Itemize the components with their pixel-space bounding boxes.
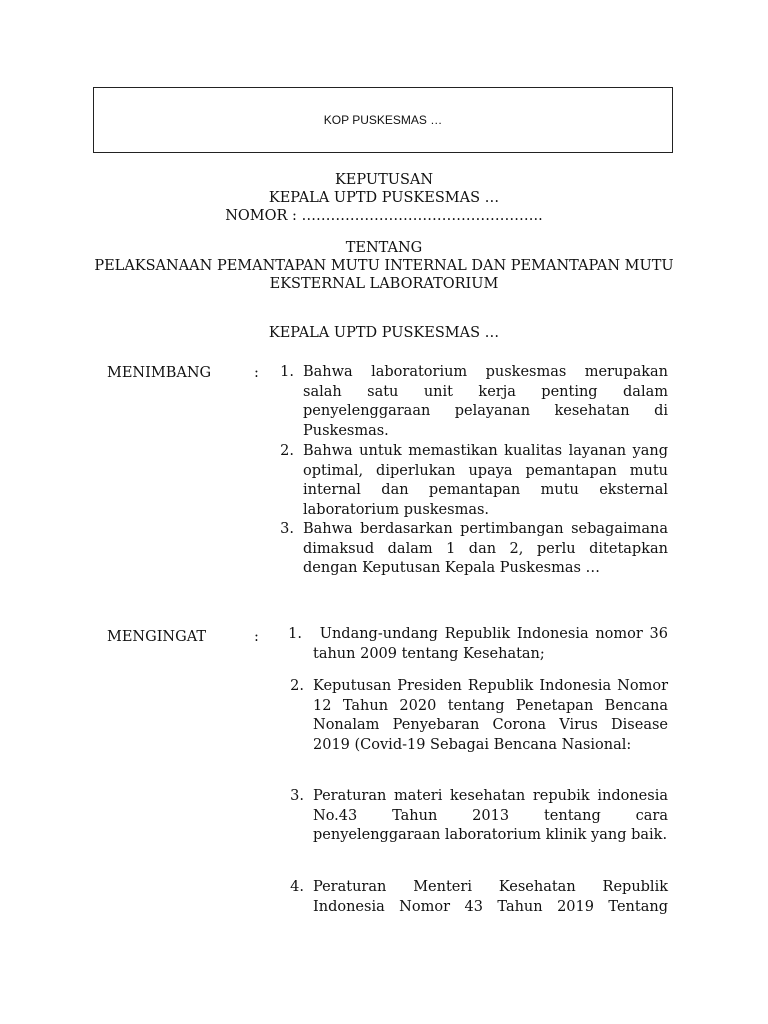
title-nomor: NOMOR : ………………………………………….. bbox=[225, 208, 543, 224]
item-number: 2. bbox=[290, 678, 304, 694]
menimbang-colon: : bbox=[254, 365, 259, 381]
item-text: Bahwa laboratorium puskesmas merupakan salah satu unit kerja penting dalam penyelenggaraan pelayanan kesehatan di Puskesmas. bbox=[303, 364, 668, 439]
kop-box bbox=[93, 87, 673, 153]
mengingat-colon: : bbox=[254, 629, 259, 645]
item-text: Peraturan materi kesehatan repubik indonesia No.43 Tahun 2013 tentang cara penyelenggaraan laboratorium klinik yang baik. bbox=[313, 788, 668, 844]
item-number: 3. bbox=[290, 788, 304, 804]
item-number: 3. bbox=[280, 521, 294, 537]
title-kepala: KEPALA UPTD PUSKESMAS … bbox=[268, 190, 500, 206]
item-text: Bahwa berdasarkan pertimbangan sebagaimana dimaksud dalam 1 dan 2, perlu ditetapkan dengan Keputusan Kepala Puskesmas … bbox=[303, 521, 668, 577]
item-text: Keputusan Presiden Republik Indonesia Nomor 12 Tahun 2020 tentang Penetapan Bencana Nonalam Penyebaran Corona Virus Disease 2019 (Covid-19 Sebagai Bencana Nasional: bbox=[313, 678, 668, 753]
item-number: 1. bbox=[280, 364, 294, 380]
menimbang-label: MENIMBANG bbox=[107, 365, 212, 381]
item-text: Bahwa untuk memastikan kualitas layanan yang optimal, diperlukan upaya pemantapan mutu internal dan pemantapan mutu eksternal laboratorium puskesmas. bbox=[303, 443, 668, 518]
kop-text: KOP PUSKESMAS … bbox=[323, 113, 443, 127]
item-number: 1. bbox=[288, 626, 302, 642]
mengingat-label: MENGINGAT bbox=[107, 629, 207, 645]
kepala-heading: KEPALA UPTD PUSKESMAS … bbox=[268, 325, 500, 341]
item-text: Undang-undang Republik Indonesia nomor 36 tahun 2009 tentang Kesehatan; bbox=[313, 626, 668, 662]
title-keputusan: KEPUTUSAN bbox=[334, 172, 434, 188]
title-tentang: TENTANG bbox=[345, 240, 423, 256]
item-number: 4. bbox=[290, 879, 304, 895]
subject-line-1: PELAKSANAAN PEMANTAPAN MUTU INTERNAL DAN PEMANTAPAN MUTU bbox=[94, 258, 674, 274]
item-number: 2. bbox=[280, 443, 294, 459]
item-text: Peraturan Menteri Kesehatan Republik Indonesia Nomor 43 Tahun 2019 Tentang bbox=[313, 879, 668, 915]
subject-line-2: EKSTERNAL LABORATORIUM bbox=[269, 276, 499, 292]
